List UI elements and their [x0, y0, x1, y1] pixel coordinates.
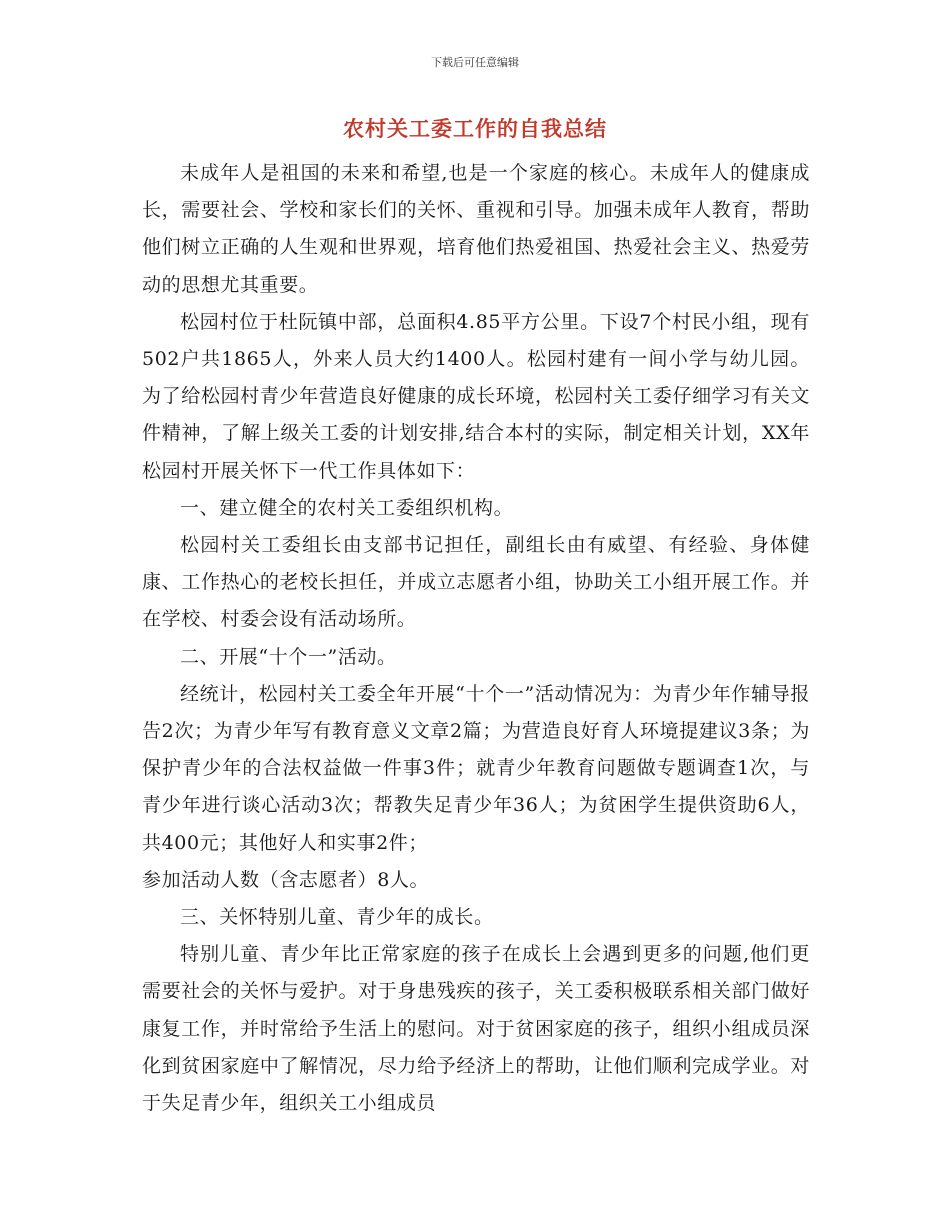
header-note: 下载后可任意编辑: [431, 56, 519, 69]
paragraph-special-care: 特别儿童、青少年比正常家庭的孩子在成长上会遇到更多的问题,他们更需要社会的关怀与爱护。对于身患残疾的孩子，关工委积极联系相关部门做好康复工作，并时常给予生活上的慰问。对于贫困家庭的孩子，组织小组成员深化到贫困家庭中了解情况，尽力给予经济上的帮助，让他们顺利完成学业。对于失足青少年，组织关工小组成员: [142, 943, 810, 1115]
paragraph-intro: 未成年人是祖国的未来和希望,也是一个家庭的核心。未成年人的健康成长，需要社会、学校和家长们的关怀、重视和引导。加强未成年人教育，帮助他们树立正确的人生观和世界观，培育他们热爱祖国、热爱社会主义、热爱劳动的思想尤其重要。: [142, 162, 810, 296]
section-heading-3: 三、关怀特别儿童、青少年的成长。: [180, 906, 494, 929]
document-title: 农村关工委工作的自我总结: [343, 117, 607, 141]
section-heading-2: 二、开展“十个一”活动。: [180, 645, 397, 668]
paragraph-village-overview: 松园村位于杜阮镇中部，总面积4.85平方公里。下设7个村民小组，现有502户共1865人，外来人员大约1400人。松园村建有一间小学与幼儿园。为了给松园村青少年营造良好健康的成长环境，松园村关工委仔细学习有关文件精神，了解上级关工委的计划安排,结合本村的实际，制定相关计划，XX年松园村开展关怀下一代工作具体如下：: [142, 310, 810, 482]
paragraph-activities: 经统计，松园村关工委全年开展“十个一”活动情况为：为青少年作辅导报告2次；为青少年写有教育意义文章2篇；为营造良好育人环境提建议3条；为保护青少年的合法权益做一件事3件；就青少年教育问题做专题调查1次，与青少年进行谈心活动3次；帮教失足青少年36人；为贫困学生提供资助6人，共400元；其他好人和实事2件；: [142, 682, 810, 854]
paragraph-participants: 参加活动人数（含志愿者）8人。: [142, 868, 430, 891]
document-body: [142, 155, 810, 1122]
paragraph-organization: 松园村关工委组长由支部书记担任，副组长由有威望、有经验、身体健康、工作热心的老校长担任，并成立志愿者小组，协助关工小组开展工作。并在学校、村委会设有活动场所。: [142, 534, 810, 631]
section-heading-1: 一、建立健全的农村关工委组织机构。: [180, 496, 514, 519]
